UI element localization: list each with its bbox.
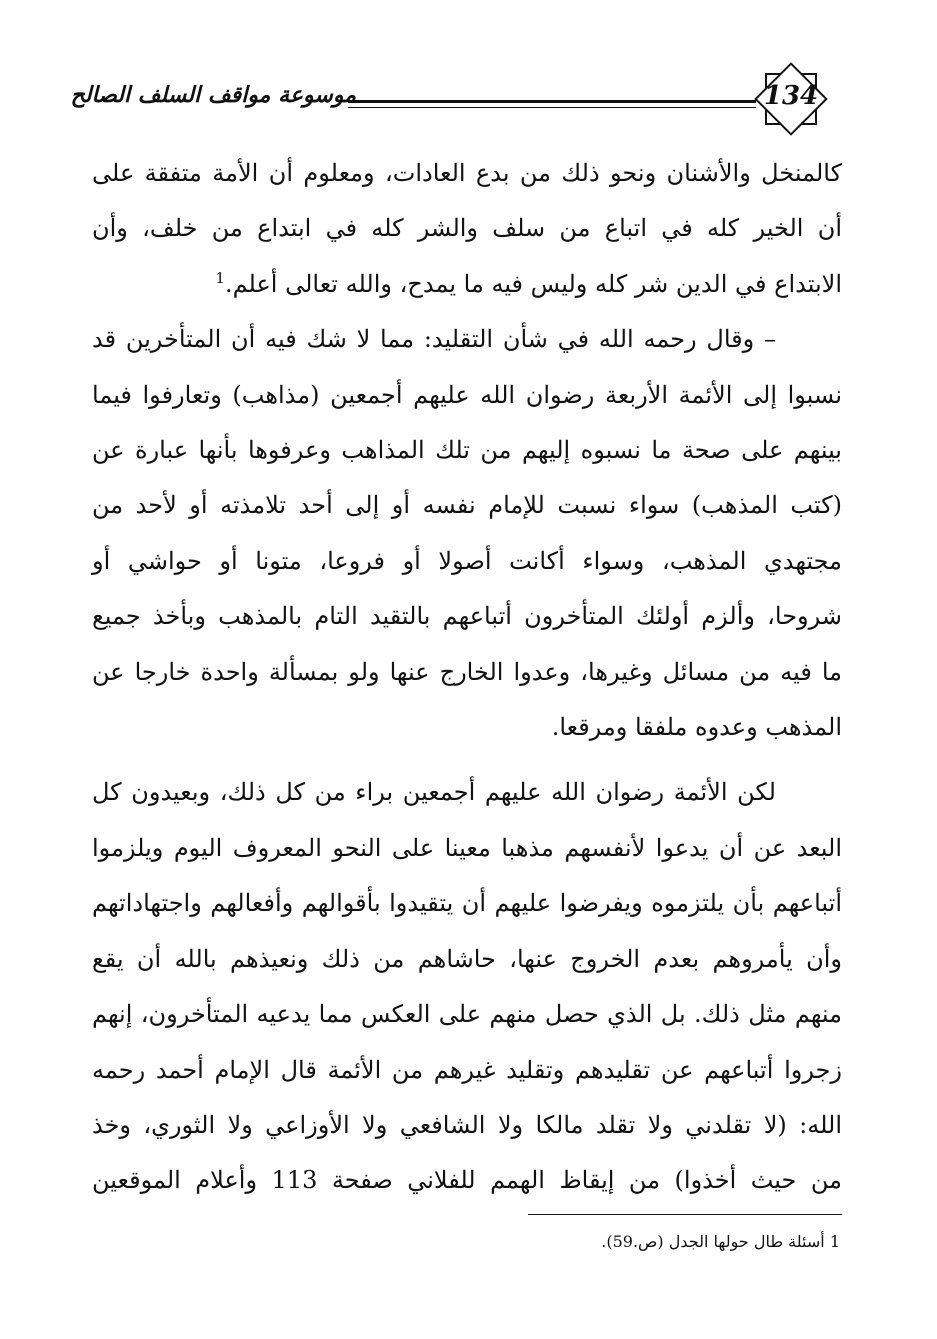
text-line: المذهب وعدوه ملفقا ومرقعا. <box>551 713 842 742</box>
page-header <box>0 60 937 150</box>
text-line-content: الابتداع في الدين شر كله وليس فيه ما يمدح، والله تعالى أعلم. <box>224 269 842 298</box>
header-rule-thin <box>348 107 756 108</box>
text-line: أتباعهم بأن يلتزموه ويفرضوا عليهم أن يتقيدوا بأقوالهم وأفعالهم واجتهاداتهم <box>92 889 842 918</box>
text-line: وأن يأمروهم بعدم الخروج عنها، حاشاهم من ذلك ونعيذهم بالله أن يقع <box>92 944 842 973</box>
text-line: (كتب المذهب) سواء نسبت للإمام نفسه أو إلى أحد تلامذته أو لأحد من <box>92 491 842 520</box>
text-line: شروحا، وألزم أولئك المتأخرون أتباعهم بالتقيد التام بالمذهب وبأخذ جميع <box>92 602 842 631</box>
page-number: 134 <box>763 81 819 111</box>
text-line-with-footnote <box>92 257 842 312</box>
text-line: – وقال رحمه الله في شأن التقليد: مما لا شك فيه أن المتأخرين قد <box>92 325 776 354</box>
header-rule-thick <box>348 100 756 103</box>
text-line: الله: (لا تقلدني ولا تقلد مالكا ولا الشافعي ولا الأوزاعي ولا الثوري، وخذ <box>92 1110 842 1139</box>
footnote: 1 أسئلة طال حولها الجدل (ص.59). <box>601 1232 840 1251</box>
page-number-badge <box>752 60 830 138</box>
text-line: مجتهدي المذهب، وسواء أكانت أصولا أو فروعا، متونا أو حواشي أو <box>92 546 842 575</box>
text-line: بينهم على صحة ما نسبوه إليهم من تلك المذاهب وعرفوها بأنها عبارة عن <box>92 436 842 465</box>
text-line: منهم مثل ذلك. بل الذي حصل منهم على العكس مما يدعيه المتأخرون، إنهم <box>92 1000 842 1029</box>
text-line: البعد عن أن يدعوا لأنفسهم مذهبا معينا على النحو المعروف اليوم ويلزموا <box>92 833 842 862</box>
main-text <box>92 146 842 1209</box>
footnote-reference: 1 <box>215 268 225 287</box>
text-line: أن الخير كله في اتباع من سلف والشر كله في ابتداع من خلف، وأن <box>92 214 842 243</box>
text-line: ما فيه من مسائل وغيرها، وعدوا الخارج عنها ولو بمسألة واحدة خارجا عن <box>92 657 842 686</box>
text-line: من حيث أخذوا) من إيقاظ الهمم للفلاني صفحة 113 وأعلام الموقعين <box>92 1166 842 1195</box>
footnote-separator <box>528 1214 842 1215</box>
text-line: لكن الأئمة رضوان الله عليهم أجمعين براء من كل ذلك، وبعيدون كل <box>92 778 776 807</box>
book-title: موسوعة مواقف السلف الصالح <box>70 82 356 108</box>
text-line: كالمنخل والأشنان ونحو ذلك من بدع العادات، ومعلوم أن الأمة متفقة على <box>92 159 842 187</box>
text-line: نسبوا إلى الأئمة الأربعة رضوان الله عليهم أجمعين (مذاهب) وتعارفوا فيما <box>92 380 842 409</box>
text-line: زجروا أتباعهم عن تقليدهم وتقليد غيرهم من الأئمة قال الإمام أحمد رحمه <box>92 1055 843 1084</box>
